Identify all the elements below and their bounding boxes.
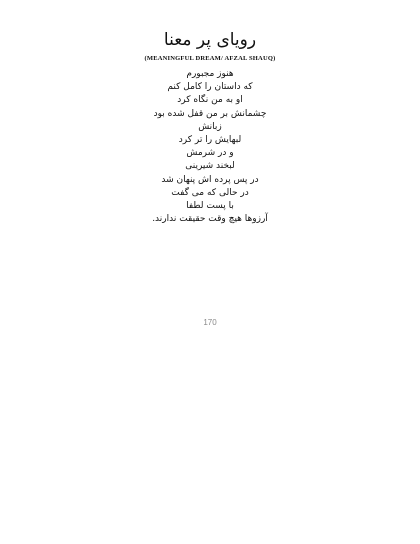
poem-line: در پس پرده اش پنهان شد: [161, 174, 259, 185]
poem-line: او به من نگاه کرد: [177, 95, 243, 106]
poem-line: هنوز مجبورم: [186, 69, 234, 79]
poem-line: آرزوها هیچ وقت حقیقت ندارند.: [152, 214, 268, 225]
page-number: 170: [203, 318, 217, 327]
poem-line: لبهایش را تر کرد: [178, 135, 242, 146]
poem-line: و در شرمش: [186, 148, 234, 159]
poem-subtitle: (MEANINGFUL DREAM/ AFZAL SHAUQ): [144, 55, 276, 62]
poem-line: با پست لطفا: [186, 201, 234, 212]
poem-line: لبخند شیرینی: [185, 161, 235, 172]
poem-body: [0, 68, 420, 226]
poem-line: زبانش: [198, 121, 222, 132]
poem-line: چشمانش بر من قفل شده بود: [153, 108, 267, 119]
poem-title: رویای پر معنا: [163, 30, 257, 50]
poem-line: که داستان را کامل کنم: [167, 82, 253, 93]
poem-line: در حالی که می گفت: [171, 187, 249, 198]
